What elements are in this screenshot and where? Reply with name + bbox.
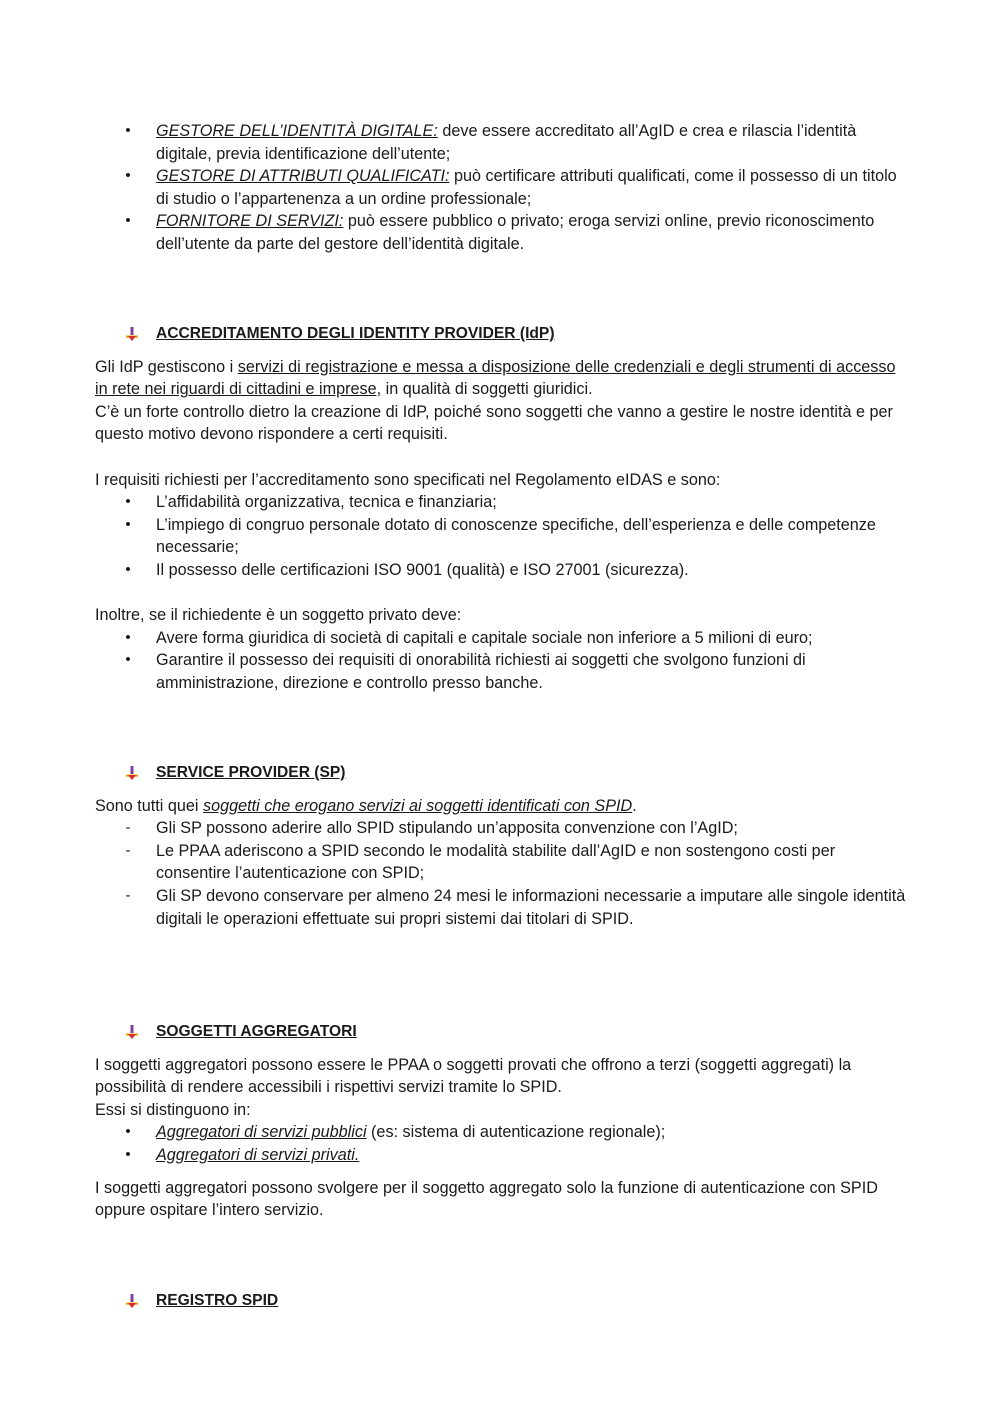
list-item: [95, 627, 910, 650]
text-run: Gli IdP gestiscono i: [95, 357, 238, 376]
list-item: [95, 120, 910, 165]
paragraph: I requisiti richiesti per l’accreditamento sono specificati nel Regolamento eIDAS e sono:: [95, 470, 721, 489]
arrow-down-bullet-icon: [126, 1025, 138, 1039]
list-item: [95, 817, 910, 840]
roles-list-block: [95, 120, 910, 256]
list-item: [95, 840, 910, 885]
text-run: .: [632, 796, 637, 815]
sp-list: [95, 817, 910, 930]
role-text: può certificare attributi qualificati, come il possesso di un titolo di studio o l’appartenenza a un ordine professionale;: [156, 167, 897, 208]
list-item: [95, 885, 910, 930]
section-heading-text: ACCREDITAMENTO DEGLI IDENTITY PROVIDER (IdP): [156, 325, 555, 342]
list-item: [95, 1121, 910, 1144]
list-item-text: Garantire il possesso dei requisiti di onorabilità richiesti ai soggetti che svolgono funzioni di amministrazione, direzione e controllo presso banche.: [156, 651, 806, 692]
list-item: [95, 491, 910, 514]
bullet-icon: •: [125, 628, 131, 646]
list-item-text: Il possesso delle certificazioni ISO 9001 (qualità) e ISO 27001 (sicurezza).: [156, 560, 689, 579]
paragraph: [95, 356, 910, 401]
requirements-list: [95, 491, 910, 581]
role-text: può essere pubblico o privato; eroga servizi online, previo riconoscimento dell’utente da parte del gestore dell’identità digitale.: [156, 212, 875, 253]
section-heading-text: REGISTRO SPID: [156, 1292, 279, 1309]
emphasized-text: Aggregatori di servizi privati.: [156, 1145, 360, 1164]
underlined-text: servizi di registrazione e messa a disposizione delle credenziali e degli strumenti di accesso in rete nei riguardi di cittadini e imprese,: [95, 357, 896, 399]
section-idp: [95, 323, 910, 695]
list-item: [95, 1144, 910, 1167]
bullet-icon: •: [125, 1145, 131, 1163]
section-aggregatori: [95, 1021, 910, 1222]
list-item-text: (es: sistema di autenticazione regionale);: [366, 1123, 666, 1142]
bullet-icon: •: [125, 212, 131, 230]
private-requirements-list: [95, 627, 910, 695]
paragraph: I soggetti aggregatori possono svolgere per il soggetto aggregato solo la funzione di autenticazione con SPID oppure ospitare l’intero servizio.: [95, 1178, 878, 1220]
bullet-icon: •: [125, 167, 131, 185]
arrow-down-bullet-icon: [126, 766, 138, 780]
section-sp: [95, 762, 910, 930]
text-run: Sono tutti quei: [95, 796, 203, 815]
role-term: GESTORE DI ATTRIBUTI QUALIFICATI:: [156, 167, 450, 186]
dash-icon: -: [125, 886, 131, 904]
list-item-text: Avere forma giuridica di società di capitali e capitale sociale non inferiore a 5 milioni di euro;: [156, 628, 813, 647]
paragraph: Essi si distinguono in:: [95, 1100, 251, 1119]
bullet-icon: •: [125, 560, 131, 578]
role-term: FORNITORE DI SERVIZI:: [156, 212, 344, 231]
list-item-text: L’affidabilità organizzativa, tecnica e finanziaria;: [156, 493, 497, 512]
roles-list: [95, 120, 910, 256]
aggregatori-list: [95, 1121, 910, 1166]
section-heading: [95, 762, 910, 785]
dash-icon: -: [125, 841, 131, 859]
bullet-icon: •: [125, 493, 131, 511]
section-heading-text: SERVICE PROVIDER (SP): [156, 764, 346, 781]
list-item: [95, 514, 910, 559]
section-heading: [95, 323, 910, 346]
paragraph: Inoltre, se il richiedente è un soggetto privato deve:: [95, 606, 462, 625]
emphasized-text: soggetti che erogano servizi ai soggetti identificati con SPID: [203, 796, 633, 815]
bullet-icon: •: [125, 515, 131, 533]
paragraph: [95, 795, 910, 818]
section-heading: [95, 1021, 910, 1044]
list-item: [95, 559, 910, 582]
text-run: in qualità di soggetti giuridici.: [381, 380, 593, 399]
section-registro: [95, 1290, 910, 1313]
arrow-down-bullet-icon: [126, 1294, 138, 1308]
bullet-icon: •: [125, 122, 131, 139]
section-heading-text: SOGGETTI AGGREGATORI: [156, 1023, 357, 1040]
list-item-text: Gli SP possono aderire allo SPID stipulando un’apposita convenzione con l’AgID;: [156, 819, 738, 838]
bullet-icon: •: [125, 1123, 131, 1141]
bullet-icon: •: [125, 651, 131, 669]
paragraph: I soggetti aggregatori possono essere le PPAA o soggetti provati che offrono a terzi (soggetti aggregati) la possibilità di rendere accessibili i rispettivi servizi tramite lo SPID.: [95, 1055, 852, 1097]
section-heading: [95, 1290, 910, 1313]
arrow-down-bullet-icon: [126, 327, 138, 341]
paragraph: C’è un forte controllo dietro la creazione di IdP, poiché sono soggetti che vanno a gestire le nostre identità e per questo motivo devono rispondere a certi requisiti.: [95, 402, 893, 444]
dash-icon: -: [125, 819, 131, 837]
role-text: deve essere accreditato all’AgID e crea e rilascia l’identità digitale, previa identificazione dell’utente;: [156, 122, 857, 163]
list-item-text: L’impiego di congruo personale dotato di conoscenze specifiche, dell’esperienza e delle competenze necessarie;: [156, 515, 876, 557]
list-item-text: Gli SP devono conservare per almeno 24 mesi le informazioni necessarie a imputare alle singole identità digitali le operazioni effettuate sui propri sistemi dai titolari di SPID.: [156, 886, 906, 928]
list-item: [95, 165, 910, 210]
list-item-text: Le PPAA aderiscono a SPID secondo le modalità stabilite dall’AgID e non sostengono costi per consentire l’autenticazione con SPID;: [156, 841, 836, 883]
emphasized-text: Aggregatori di servizi pubblici: [156, 1123, 367, 1142]
list-item: [95, 649, 910, 694]
role-term: GESTORE DELL’IDENTITÀ DIGITALE:: [156, 122, 438, 140]
list-item: [95, 210, 910, 255]
